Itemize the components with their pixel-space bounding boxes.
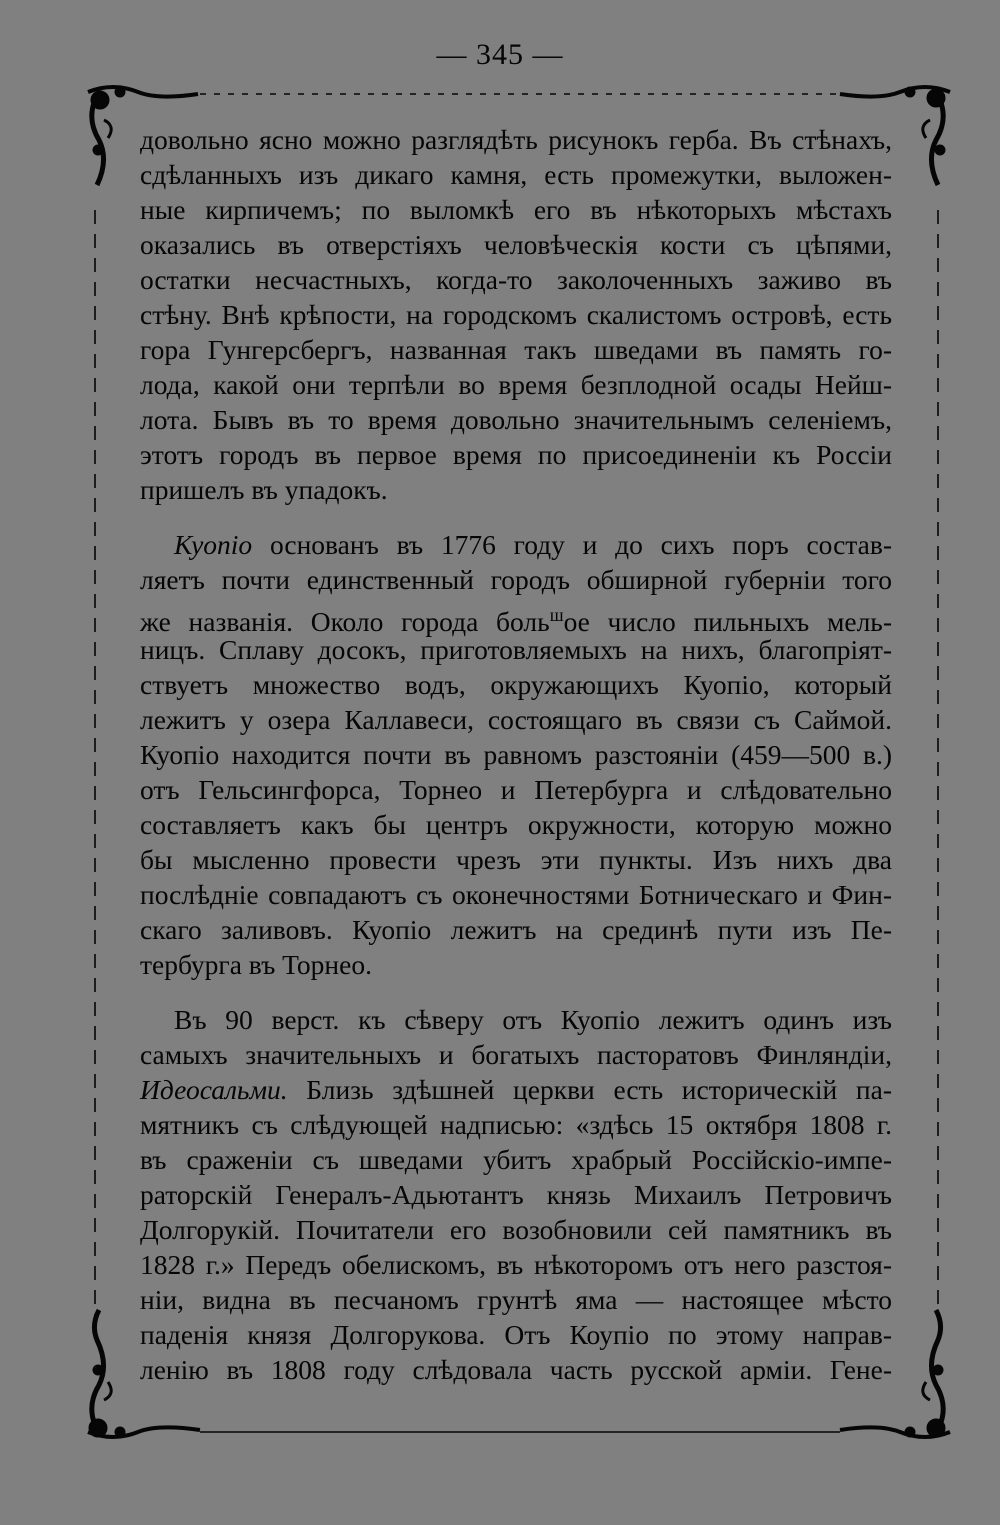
text-line	[140, 400, 892, 440]
line-text: ое число пильныхъ мель-	[563, 606, 892, 637]
text-line	[140, 525, 892, 565]
line-text: Въ 90 верст. къ сѣверу отъ Куопіо лежитъ одинъ изъ	[174, 1004, 892, 1035]
text-line	[140, 155, 892, 195]
text-line	[140, 1105, 892, 1145]
text-line	[140, 1175, 892, 1215]
line-text: тербурга въ Торнео.	[140, 949, 372, 980]
text-line	[140, 910, 892, 950]
line-text: въ сраженіи съ шведами убитъ храбрый Россійскіо-импе-	[140, 1144, 892, 1175]
line-text: бы мысленно провести чрезъ эти пункты. Изъ нихъ два	[140, 844, 892, 875]
line-text: основанъ въ 1776 году и до сихъ поръ состав-	[252, 529, 892, 560]
text-line	[140, 1280, 892, 1320]
text-line	[140, 1315, 892, 1355]
line-text: пришелъ въ упадокъ.	[140, 474, 388, 505]
text-line	[140, 1000, 892, 1040]
line-text: ствуетъ множество водъ, окружающихъ Куопіо, который	[140, 669, 892, 700]
line-text: этотъ городъ въ первое время по присоединеніи къ Россіи	[140, 439, 892, 470]
line-text: остатки несчастныхъ, когда-то заколоченныхъ заживо въ	[140, 264, 892, 295]
line-text: самыхъ значительныхъ и богатыхъ пасторатовъ Финляндіи,	[140, 1039, 892, 1070]
line-text: паденія князя Долгорукова. Отъ Коупіо по этому направ-	[140, 1319, 892, 1350]
text-line	[140, 260, 892, 300]
text-line	[140, 330, 892, 370]
line-text: сдѣланныхъ изъ дикаго камня, есть промежутки, выложен-	[140, 159, 892, 190]
text-line	[140, 435, 892, 475]
line-text: ницъ. Сплаву досокъ, приготовляемыхъ на нихъ, благопріят-	[140, 634, 892, 665]
text-line	[140, 840, 892, 880]
line-text: отъ Гельсингфорса, Торнео и Петербурга и слѣдовательно	[140, 774, 892, 805]
text-line	[140, 1210, 892, 1250]
page-body-text	[140, 120, 892, 1420]
text-line	[140, 665, 892, 705]
text-line	[140, 1070, 892, 1110]
line-text: оказались въ отверстіяхъ человѣческія кости съ цѣпями,	[140, 229, 892, 260]
line-text: гора Гунгерсбергъ, названная такъ шведами въ память го-	[140, 334, 892, 365]
line-text: раторскій Генералъ-Адьютантъ князь Михаилъ Петровичъ	[140, 1179, 892, 1210]
line-text: же названія. Около города боль	[140, 606, 550, 637]
text-line	[140, 225, 892, 265]
text-line	[140, 295, 892, 335]
text-line	[140, 945, 892, 985]
text-line	[140, 770, 892, 810]
line-text: ляетъ почти единственный городъ обширной губерніи того	[140, 564, 892, 595]
text-line	[140, 595, 892, 635]
line-text: 1828 г.» Передъ обелискомъ, въ нѣкоторомъ отъ него разстоя-	[140, 1249, 892, 1280]
line-text: Долгорукій. Почитатели его возобновили сей памятникъ въ	[140, 1214, 892, 1245]
line-text: ные кирпичемъ; по выломкѣ его въ нѣкоторыхъ мѣстахъ	[140, 194, 892, 225]
text-line	[140, 190, 892, 230]
line-text: ніи, видна въ песчаномъ грунтѣ яма — настоящее мѣсто	[140, 1284, 892, 1315]
line-text: мятникъ съ слѣдующей надписью: «здѣсь 15 октября 1808 г.	[140, 1109, 892, 1140]
text-line	[140, 1035, 892, 1075]
text-line	[140, 470, 892, 510]
text-line	[140, 1245, 892, 1285]
text-line	[140, 120, 892, 160]
text-line	[140, 700, 892, 740]
line-text: послѣдніе совпадаютъ съ оконечностями Ботническаго и Фин-	[140, 879, 892, 910]
text-line	[140, 560, 892, 600]
line-text: Куопіо находится почти въ равномъ разстояніи (459—500 в.)	[140, 739, 892, 770]
text-line	[140, 1140, 892, 1180]
text-line	[140, 365, 892, 405]
text-line	[140, 735, 892, 775]
place-name-kuopio: Куопіо	[174, 529, 253, 560]
page-number: — 345 —	[436, 38, 564, 71]
line-text: довольно ясно можно разглядѣть рисунокъ герба. Въ стѣнахъ,	[140, 124, 892, 155]
text-line	[140, 630, 892, 670]
text-line	[140, 1350, 892, 1390]
line-text: составляетъ какъ бы центръ окружности, которую можно	[140, 809, 892, 840]
superscript-letter: ш	[549, 605, 564, 625]
text-line	[140, 805, 892, 845]
line-text: лода, какой они терпѣли во время безплодной осады Нейш-	[140, 369, 892, 400]
line-text: скаго заливовъ. Куопіо лежитъ на срединѣ пути изъ Пе-	[140, 914, 892, 945]
text-line	[140, 875, 892, 915]
line-text: Близь здѣшней церкви есть историческій па-	[287, 1074, 892, 1105]
line-text: лота. Бывъ въ то время довольно значительнымъ селеніемъ,	[140, 404, 892, 435]
line-text: лежитъ у озера Каллавеси, состоящаго въ связи съ Саймой.	[140, 704, 892, 735]
place-name-ideosalmi: Идеосальми.	[140, 1074, 288, 1105]
line-text: стѣну. Внѣ крѣпости, на городскомъ скалистомъ островѣ, есть	[140, 299, 892, 330]
line-text: ленію въ 1808 году слѣдовала часть русской арміи. Гене-	[140, 1354, 892, 1385]
